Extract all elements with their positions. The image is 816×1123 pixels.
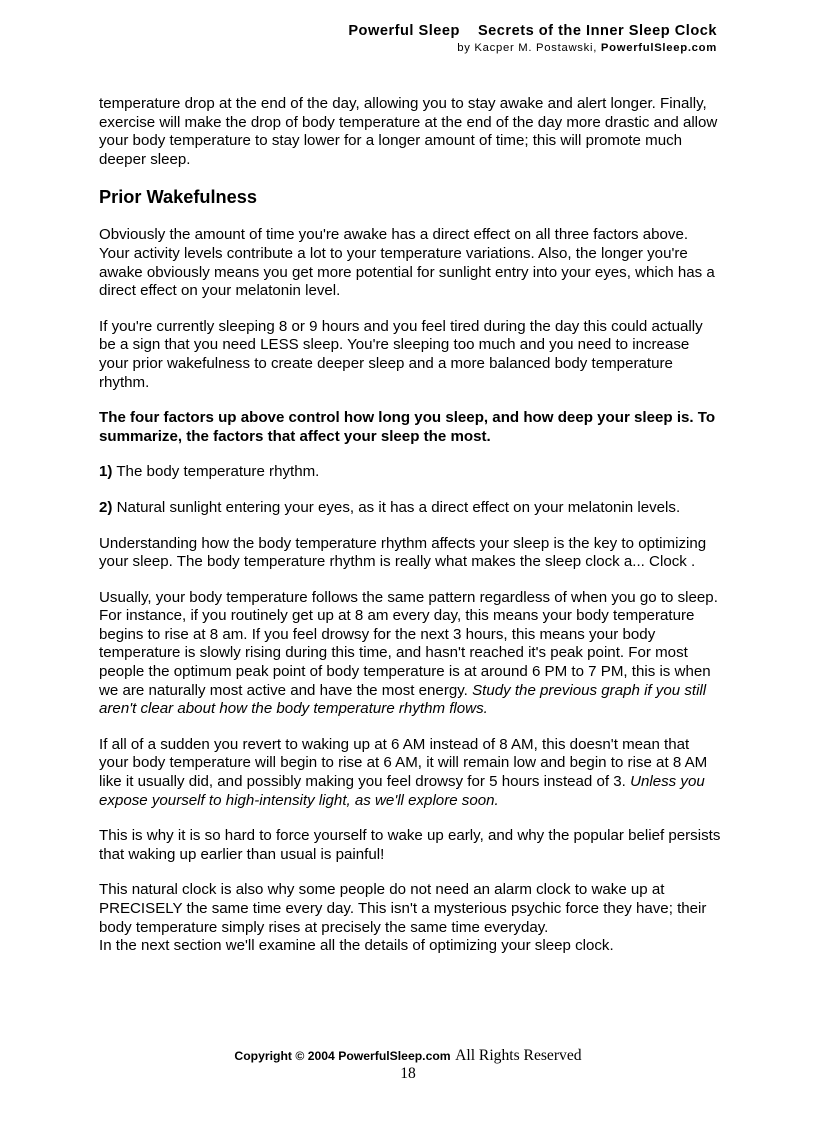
list-text: Natural sunlight entering your eyes, as it has a direct effect on your melatonin levels. — [112, 498, 681, 516]
paragraph-understanding: Understanding how the body temperature rhythm affects your sleep is the key to optimizing your sleep. The body temperature rhythm is really what makes the sleep clock a... Clock . — [99, 534, 707, 571]
paragraph-sleeping-hours: If you're currently sleeping 8 or 9 hours and you feel tired during the day this could actually be a sign that you need LESS sleep. You're sleeping too much and you need to increase your prior wakefulness to create deeper sleep and a more balanced body temperature rhythm. — [99, 317, 703, 391]
book-title: Powerful Sleep — [348, 23, 460, 39]
page-footer — [0, 1047, 816, 1083]
header-site-name: PowerfulSleep.com — [600, 42, 717, 54]
page-header — [348, 22, 717, 56]
list-text: The body temperature rhythm. — [112, 463, 320, 481]
footer-rights: All Rights Reserved — [455, 1047, 582, 1064]
list-item — [99, 463, 721, 482]
summary-paragraph: The four factors up above control how long you sleep, and how deep your sleep is. To summarize, the factors that affect your sleep the most. — [99, 409, 716, 445]
header-titles — [348, 22, 717, 41]
header-byline — [348, 41, 717, 56]
list-number: 1) — [99, 463, 113, 481]
paragraph-usually — [99, 589, 721, 719]
paragraph-sudden — [99, 736, 721, 810]
footer-copyright-line — [0, 1047, 816, 1065]
paragraph-sudden-italic: Unless you expose yourself to high-intensity light, as we'll explore soon. — [99, 773, 705, 809]
page-body — [99, 95, 721, 956]
section-heading: Prior Wakefulness — [99, 187, 258, 208]
paragraph-natural-clock: This natural clock is also why some people do not need an alarm clock to wake up at PRECISELY the same time every day. This isn't a mysterious psychic force they have; their body temperature simply rises at precisely the same time everyday. — [99, 881, 707, 936]
paragraph-wakefulness: Obviously the amount of time you're awake has a direct effect on all three factors above. Your activity levels contribute a lot to your temperature variations. Also, the longer you're awake obviously means you get more potential for sunlight entry into your eyes, which has a direct effect on your melatonin level. — [99, 226, 715, 300]
page-number: 18 — [400, 1065, 416, 1082]
paragraph-usually-italic: Study the previous graph if you still aren't clear about how the body temperature rhythm flows. — [99, 681, 707, 718]
paragraph-usually-text: Usually, your body temperature follows the same pattern regardless of when you go to sleep. For instance, if you routinely get up at 8 am every day, this means your body temperature begins to rise at 8 am. If you feel drowsy for the next 3 hours, this means your body temperature is slowly rising during this time, and hasn't reached it's peak point. For most people the optimum peak point of body temperature is at around 6 PM to 7 PM, this is when we are naturally most active and have the most energy. — [99, 588, 718, 699]
paragraph-hard: This is why it is so hard to force yourself to wake up early, and why the popular belief persists that waking up earlier than usual is painful! — [99, 827, 721, 863]
chapter-title: Secrets of the Inner Sleep Clock — [477, 23, 717, 39]
list-item — [99, 499, 721, 518]
paragraph-sudden-text: If all of a sudden you revert to waking up at 6 AM instead of 8 AM, this doesn't mean that your body temperature will begin to rise at 6 AM, it will remain low and begin to rise at 8 AM like it usually did, and possibly making you feel drowsy for 5 hours instead of 3. — [99, 735, 708, 791]
footer-copyright: Copyright © 2004 PowerfulSleep.com — [234, 1049, 451, 1063]
intro-paragraph: temperature drop at the end of the day, allowing you to stay awake and alert longer. Finally, exercise will make the drop of body temperature at the end of the day more drastic and allow your body temperature to stay lower for a longer amount of time; this will promote much deeper sleep. — [99, 95, 718, 168]
author-byline: by Kacper M. Postawski, — [457, 42, 598, 54]
paragraph-next-section: In the next section we'll examine all the details of optimizing your sleep clock. — [99, 937, 614, 955]
list-number: 2) — [99, 498, 113, 516]
